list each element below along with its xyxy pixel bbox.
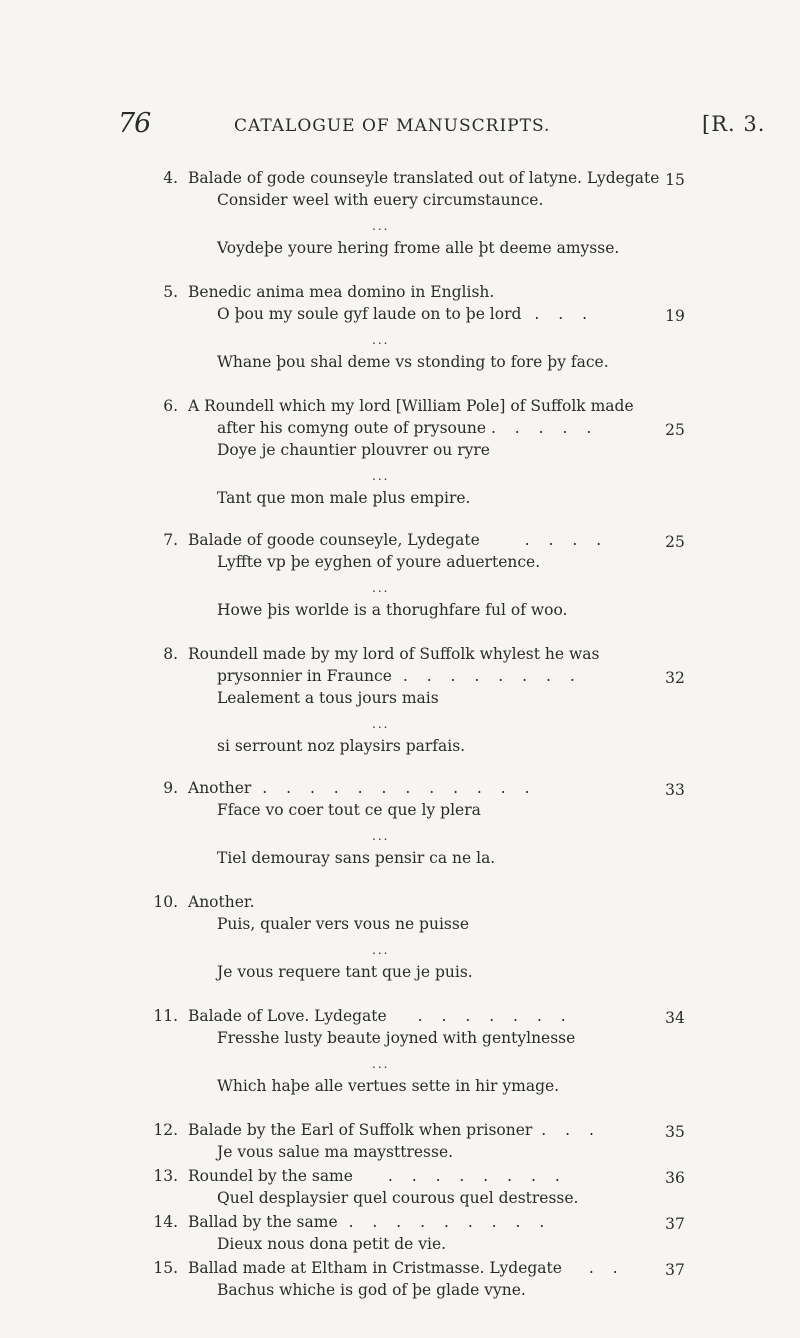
entry-title-continued: after his comyng oute of prysoune . . . . . [217,419,599,437]
entry-title: Benedic anima mea domino in English. [188,283,495,301]
ellipsis: ... [372,469,390,483]
dot-leaders: . . . . . . . . . [348,1213,552,1231]
first-line: Fface vo coer tout ce que ly plera [217,801,481,819]
dot-leaders: . . . . [524,531,609,549]
entry-title: Balade of goode counseyle, Lydegate . . . . [188,531,609,549]
ellipsis: ... [372,717,390,731]
entry-number: 8. [163,645,178,663]
first-line: Consider weel with euery circumstaunce. [217,191,544,209]
entry-number: 9. [163,779,178,797]
folio-number: 19 [665,307,685,325]
first-line: Doye je chauntier plouvrer ou ryre [217,441,490,459]
first-line: Dieux nous dona petit de vie. [217,1235,447,1253]
last-line: Voydeþe youre hering frome alle þt deeme amysse. [217,239,620,257]
running-title: CATALOGUE OF MANUSCRIPTS. [234,116,551,136]
first-line: O þou my soule gyf laude on to þe lord . . . [217,305,595,323]
first-line: Je vous salue ma maysttresse. [217,1143,454,1161]
entry-title-continued: prysonnier in Fraunce . . . . . . . . [217,667,582,685]
first-line: Lyffte vp þe eyghen of youre aduertence. [217,553,541,571]
folio-number: 15 [665,171,685,189]
last-line: Tant que mon male plus empire. [217,489,471,507]
last-line: Tiel demouray sans pensir ca ne la. [217,849,496,867]
folio-number: 25 [665,533,685,551]
folio-number: 35 [665,1123,685,1141]
ellipsis: ... [372,219,390,233]
entry-title: Another . . . . . . . . . . . . [188,779,537,797]
entry-title: A Roundell which my lord [William Pole] of Suffolk made [188,397,634,415]
page-number: 76 [118,108,151,139]
folio-number: 37 [665,1215,685,1233]
first-line: Fresshe lusty beaute joyned with gentylnesse [217,1029,576,1047]
ellipsis: ... [372,943,390,957]
first-line: Quel desplaysier quel courous quel destresse. [217,1189,579,1207]
dot-leaders: . . . . . . . . [387,1167,567,1185]
entry-number: 12. [153,1121,178,1139]
folio-number: 32 [665,669,685,687]
entry-title: Balade of gode counseyle translated out of latyne. Lydegate [188,169,660,187]
entry-number: 5. [163,283,178,301]
entry-title: Balade by the Earl of Suffolk when prisoner . . . [188,1121,601,1139]
dot-leaders: . . . . . [490,419,599,437]
first-line: Lealement a tous jours mais [217,689,439,707]
ellipsis: ... [372,1057,390,1071]
ellipsis: ... [372,333,390,347]
folio-number: 33 [665,781,685,799]
folio-number: 36 [665,1169,685,1187]
last-line: Je vous requere tant que je puis. [217,963,473,981]
last-line: Which haþe alle vertues sette in hir ymage. [217,1077,560,1095]
entry-number: 6. [163,397,178,415]
folio-number: 37 [665,1261,685,1279]
dot-leaders: . . . [534,305,595,323]
last-line: Whane þou shal deme vs stonding to fore þy face. [217,353,609,371]
entry-number: 11. [153,1007,178,1025]
last-line: si serrount noz playsirs parfais. [217,737,466,755]
entry-title: Roundell made by my lord of Suffolk whylest he was [188,645,600,663]
folio-number: 25 [665,421,685,439]
entry-number: 7. [163,531,178,549]
entry-number: 10. [153,893,178,911]
section-mark: [R. 3. [702,112,766,136]
first-line: Bachus whiche is god of þe glade vyne. [217,1281,526,1299]
entry-title: Ballad by the same . . . . . . . . . [188,1213,552,1231]
dot-leaders: . . . . . . . . . . . . [262,779,537,797]
dot-leaders: . . . [541,1121,601,1139]
entry-title: Balade of Love. Lydegate . . . . . . . [188,1007,573,1025]
dot-leaders: . . . . . . . [417,1007,573,1025]
last-line: Howe þis worlde is a thorughfare ful of woo. [217,601,568,619]
page-header [0,108,800,148]
ellipsis: ... [372,581,390,595]
entry-number: 15. [153,1259,178,1277]
entry-title: Another. [188,893,255,911]
dot-leaders: . . . . . . . . [402,667,582,685]
entry-title: Ballad made at Eltham in Cristmasse. Lydegate . . [188,1259,625,1277]
folio-number: 34 [665,1009,685,1027]
entry-number: 14. [153,1213,178,1231]
first-line: Puis, qualer vers vous ne puisse [217,915,469,933]
dot-leaders: . . [588,1259,625,1277]
entry-number: 4. [163,169,178,187]
ellipsis: ... [372,829,390,843]
entry-number: 13. [153,1167,178,1185]
entry-title: Roundel by the same . . . . . . . . [188,1167,567,1185]
